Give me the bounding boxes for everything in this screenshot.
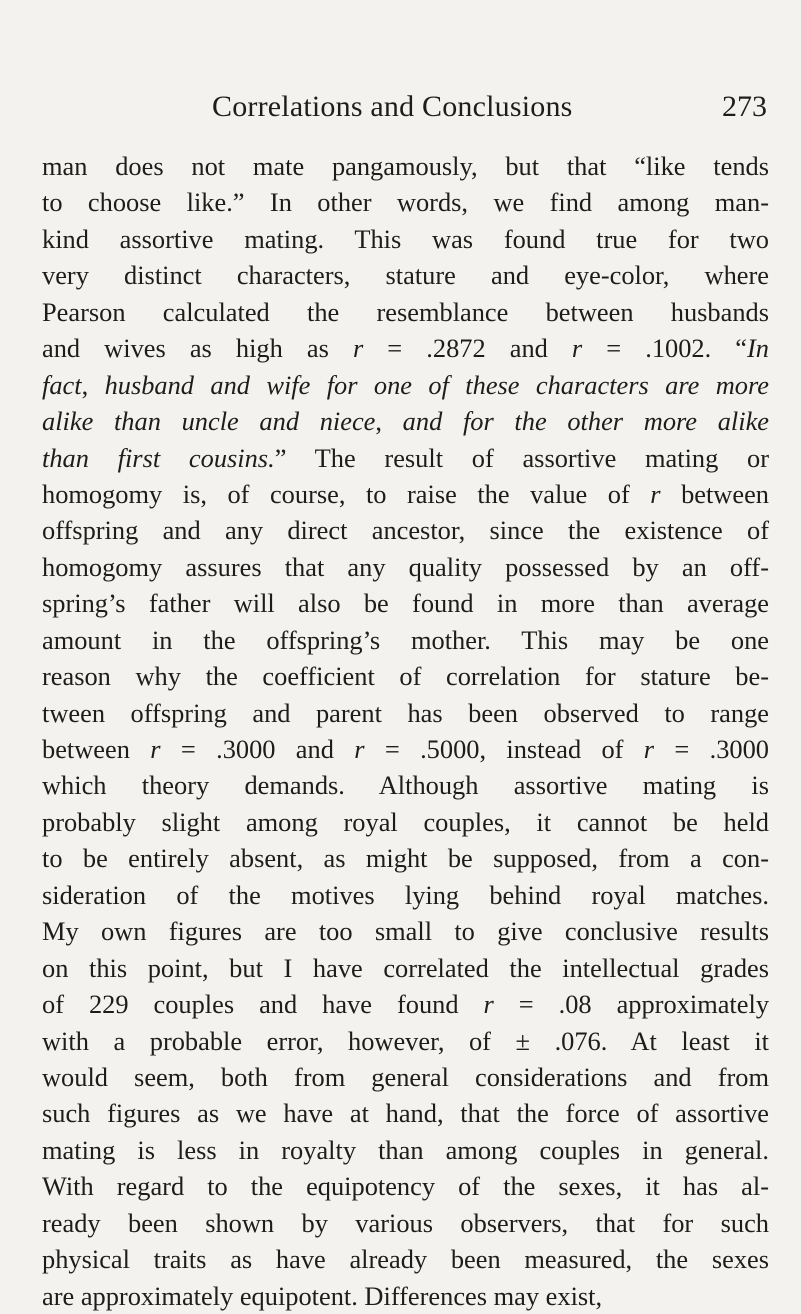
text-run: physical traits as have already been measured, the sexes (42, 1244, 769, 1275)
text-line (42, 440, 769, 476)
text-line (42, 913, 769, 949)
text-line (42, 1095, 769, 1131)
italic-text: husband and wife for one of these characters are more (104, 369, 769, 400)
text-run: of 229 couples and have found (42, 989, 484, 1020)
text-line (42, 622, 769, 658)
text-line (42, 804, 769, 840)
text-line (42, 221, 769, 257)
text-run: on this point, but I have correlated the intellectual grades (42, 952, 769, 983)
italic-text: r (571, 333, 583, 364)
italic-text: and for the other more alike (402, 406, 769, 437)
text-run: such figures as we have at hand, that the force of assortive (42, 1098, 769, 1129)
text-line (42, 986, 769, 1022)
text-line (42, 148, 769, 184)
text-run: very distinct characters, stature and eye-color, where (42, 260, 769, 291)
text-run: = .08 approximately (493, 989, 770, 1020)
text-run: to be entirely absent, as might be supposed, from a con- (42, 843, 769, 874)
italic-text: r (150, 734, 161, 764)
text-line (42, 549, 769, 585)
text-run: tween offspring and parent has been observed to range (42, 697, 769, 728)
text-line (42, 767, 769, 803)
text-line (42, 1205, 769, 1241)
italic-text: than first cousins. (42, 442, 275, 473)
text-run: are approximately equipotent. Differences may exist, (42, 1280, 603, 1311)
text-run: = .1002. “ (582, 333, 748, 364)
text-run: which theory demands. Although assortive mating is (42, 770, 769, 801)
italic-text: alike than uncle and niece (42, 406, 376, 437)
text-line (42, 1241, 769, 1277)
text-run: = .2872 and (363, 333, 572, 364)
text-run: With regard to the equipotency of the sexes, it has al- (42, 1171, 769, 1202)
text-run: Pearson calculated the resemblance between husbands (42, 296, 769, 327)
text-run: to choose like.” In other words, we find among man- (42, 187, 769, 218)
text-run: = .5000, instead of (364, 734, 644, 764)
text-run: kind assortive mating. This was found true for two (42, 223, 769, 254)
text-line (42, 512, 769, 548)
text-line (42, 695, 769, 731)
running-head (42, 90, 767, 134)
text-run: reason why the coefficient of correlation for stature be- (42, 661, 769, 692)
text-run: between (42, 734, 151, 764)
italic-text: fact (42, 369, 82, 400)
page-number: 273 (722, 90, 767, 123)
text-run: ready been shown by various observers, that for such (42, 1207, 769, 1238)
italic-text: r (354, 734, 365, 764)
text-run: mating is less in royalty than among couples in general. (42, 1134, 769, 1165)
text-line (42, 294, 769, 330)
text-run: = .3000 and (160, 734, 355, 764)
text-run: sideration of the motives lying behind royal matches. (42, 879, 769, 910)
text-run: homogomy is, of course, to raise the value of (42, 478, 651, 509)
text-run: offspring and any direct ancestor, since the existence of (42, 515, 769, 546)
italic-text: r (483, 989, 494, 1020)
italic-text: r (650, 478, 661, 509)
text-line (42, 1132, 769, 1168)
text-line (42, 1278, 769, 1314)
text-run: with a probable error, however, of ± .076. At least it (42, 1025, 769, 1056)
text-line (42, 731, 769, 767)
text-line (42, 877, 769, 913)
text-line (42, 257, 769, 293)
text-line (42, 184, 769, 220)
text-run: and wives as high as (42, 333, 353, 364)
text-run: homogomy assures that any quality possessed by an off- (42, 551, 769, 582)
body-text (42, 148, 769, 1314)
text-line (42, 658, 769, 694)
text-line (42, 950, 769, 986)
text-line (42, 585, 769, 621)
text-line (42, 476, 769, 512)
text-run: My own figures are too small to give conclusive results (42, 916, 769, 947)
text-run: spring’s father will also be found in more than average (42, 588, 769, 619)
text-run: , (81, 369, 105, 400)
text-run: ” The result of assortive mating or (274, 442, 770, 473)
text-line (42, 1168, 769, 1204)
text-run: man does not mate pangamously, but that “like tends (42, 151, 769, 181)
text-run: between (660, 478, 769, 509)
text-run: amount in the offspring’s mother. This may be one (42, 624, 769, 655)
text-line (42, 367, 769, 403)
running-title: Correlations and Conclusions (212, 90, 573, 123)
italic-text: In (747, 333, 769, 364)
text-line (42, 1059, 769, 1095)
text-run: would seem, both from general considerations and from (42, 1061, 769, 1092)
text-run: = .3000 (654, 734, 769, 764)
text-run: , (375, 406, 403, 437)
text-line (42, 840, 769, 876)
text-run: probably slight among royal couples, it cannot be held (42, 806, 769, 837)
text-line (42, 1023, 769, 1059)
italic-text: r (352, 333, 364, 364)
text-line (42, 330, 769, 366)
text-line (42, 403, 769, 439)
italic-text: r (643, 734, 655, 764)
